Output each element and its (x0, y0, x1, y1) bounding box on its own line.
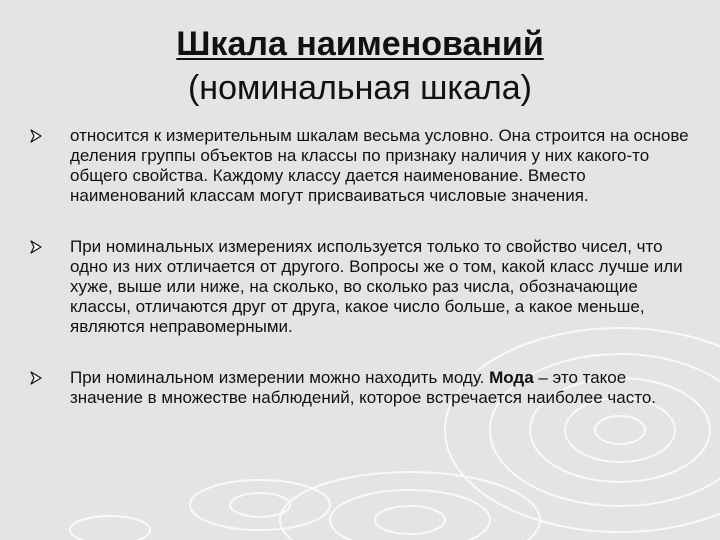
bullet-text (70, 368, 656, 407)
title-line-2: (номинальная шкала) (187, 69, 533, 107)
arrowhead-bullet-icon (30, 129, 42, 143)
arrowhead-bullet-icon (30, 240, 42, 254)
bullet-text-end: – это такое значение в множестве наблюдений, которое встречается наиболее часто. (70, 368, 657, 407)
bullet-list (30, 126, 690, 439)
term-moda: Мода (489, 368, 534, 387)
slide-title (0, 22, 720, 110)
title-line-1: Шкала наименований (176, 25, 544, 63)
bullet-text-start: При номинальном измерении можно находить моду. (70, 368, 490, 387)
bullet-text: относится к измерительным шкалам весьма условно. Она строится на основе деления группы объектов на классы по признаку наличия у них какого-то общего свойства. Каждому классу дается наименование. Вместо наименований классам могут присваиваться числовые значения. (70, 126, 689, 205)
bullet-item (30, 368, 690, 408)
bullet-text: При номинальных измерениях используется только то свойство чисел, что одно из них отличается от другого. Вопросы же о том, какой класс лучше или хуже, выше или ниже, на сколько, во сколько раз числа, обозначающие классы, отличаются друг от друга, какое число больше, а какое меньше, являются неправомерными. (70, 237, 683, 336)
bullet-item (30, 126, 690, 206)
bullet-item (30, 237, 690, 337)
arrowhead-bullet-icon (30, 371, 42, 385)
